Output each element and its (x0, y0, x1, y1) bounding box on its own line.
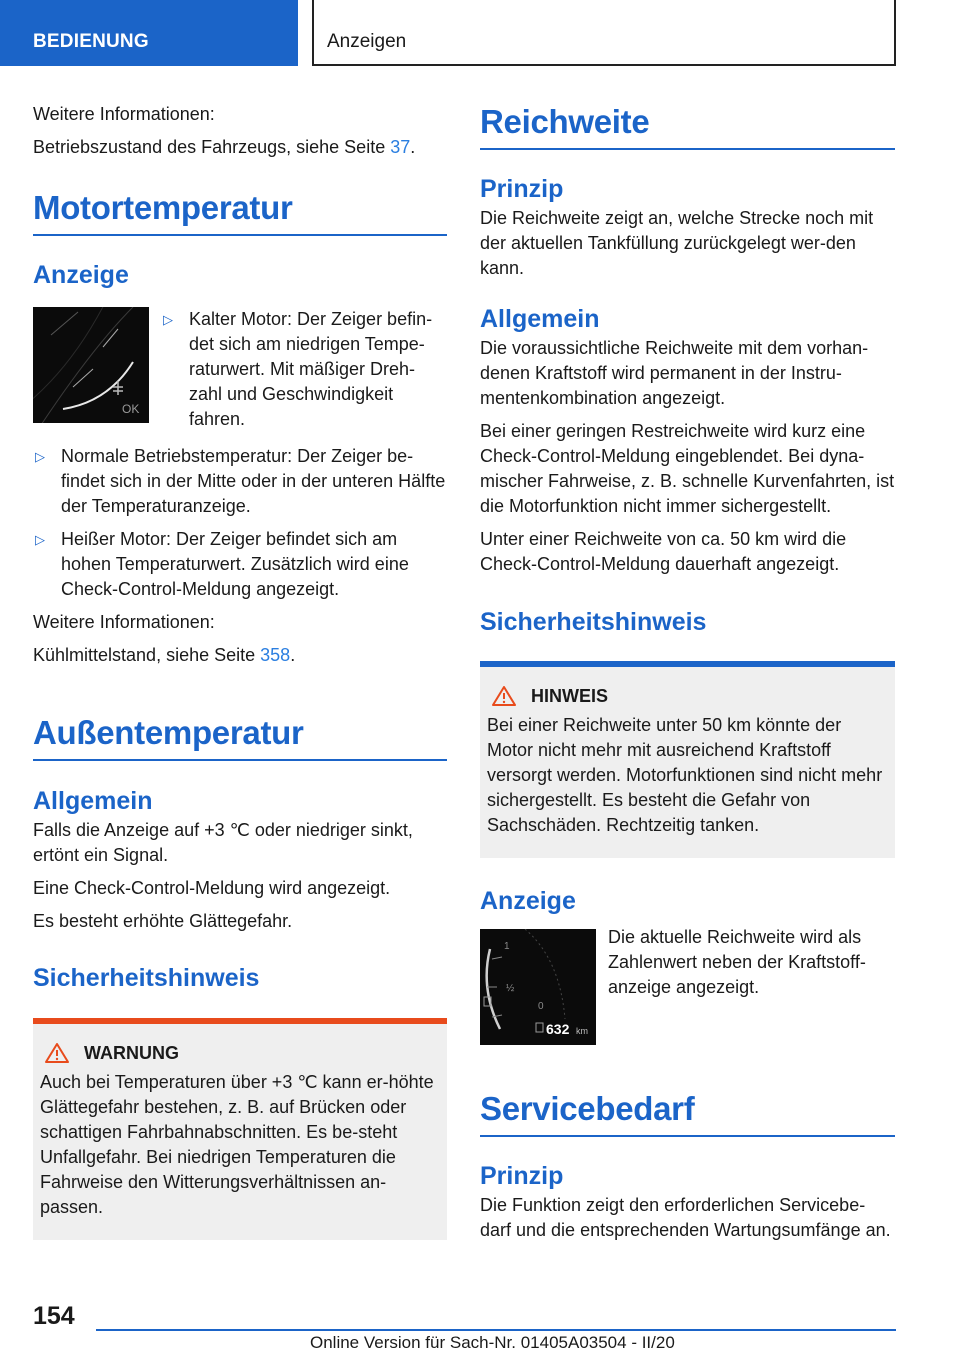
triangle-bullet-icon: ▷ (163, 312, 173, 327)
bullet-normal (33, 444, 447, 519)
subheading-sicherheitshinweis-left: Sicherheitshinweis (33, 964, 260, 992)
reichweite-prinzip-text: Die Reichweite zeigt an, welche Strecke noch mit der aktuellen Tankfüllung zurückgelegt wer-den kann. (480, 208, 874, 278)
warning-triangle-icon (44, 1042, 70, 1064)
gauge-mark-half: ½ (506, 983, 515, 994)
range-display-text: Die aktuelle Reichweite wird als Zahlenwert neben der Kraftstoff-anzeige angezeigt. (608, 927, 866, 997)
section-tab (0, 0, 298, 66)
hint-title: HINWEIS (531, 685, 609, 706)
bullet-normal-text: Normale Betriebstemperatur: Der Zeiger be-findet sich in der Mitte oder in der unteren Hälfte der Temperaturanzeige. (61, 446, 446, 516)
heading-aussentemperatur: Außentemperatur (33, 713, 447, 761)
heading-reichweite: Reichweite (480, 102, 895, 150)
bullet-cold (161, 307, 447, 440)
more-info-ref: Kühlmittelstand, siehe Seite 358. (33, 645, 296, 665)
subheading-allgemein-reichweite: Allgemein (480, 305, 600, 333)
reichweite-a2: Bei einer geringen Restreichweite wird kurz eine Check-Control-Meldung eingeblendet. Bei dyna-mischer Fahrweise, z. B. schnelle Kurvenfahrten, ist die Motorfunktion nicht immer sichergestellt. (480, 421, 895, 516)
reichweite-a1: Die voraussichtliche Reichweite mit dem vorhan-denen Kraftstoff wird permanent in der Instru-mentenkombination angezeigt. (480, 338, 869, 408)
intro-page-link[interactable]: 37 (390, 137, 411, 157)
triangle-bullet-icon: ▷ (35, 532, 45, 547)
subheading-sicherheitshinweis-right: Sicherheitshinweis (480, 608, 707, 636)
service-prinzip-text: Die Funktion zeigt den erforderlichen Servicebe-darf und die entsprechenden Wartungsumfänge an. (480, 1195, 891, 1240)
chapter-label: Anzeigen (327, 31, 407, 52)
gauge-mark-full: 1 (504, 941, 510, 952)
intro-ref: Betriebszustand des Fahrzeugs, siehe Seite 37. (33, 137, 416, 157)
coolant-page-link[interactable]: 358 (260, 645, 291, 665)
heading-servicebedarf: Servicebedarf (480, 1089, 895, 1137)
bullet-cold-text: Kalter Motor: Der Zeiger befin-det sich am niedrigen Tempe-raturwert. Mit mäßiger Dreh-zahl und Geschwindigkeit fahren. (189, 309, 433, 429)
gauge-mark-empty: 0 (538, 1001, 544, 1012)
aussen-p2: Eine Check-Control-Meldung wird angezeigt. (33, 878, 391, 898)
hint-box (480, 661, 895, 858)
left-column (33, 102, 447, 1240)
range-unit: km (576, 1026, 588, 1036)
section-label: BEDIENUNG (33, 31, 149, 52)
range-gauge-block (480, 929, 895, 1045)
warning-header (40, 1042, 440, 1064)
gauge-ok-label: OK (122, 402, 140, 416)
subheading-allgemein-aussen: Allgemein (33, 787, 153, 815)
more-info-text: Kühlmittelstand, siehe Seite (33, 645, 256, 665)
more-info-label: Weitere Informationen: (33, 612, 215, 632)
range-display-text-wrap (608, 929, 895, 1045)
aussen-p1: Falls die Anzeige auf +3 ℃ oder niedriger sinkt, ertönt ein Signal. (33, 820, 413, 865)
subheading-prinzip-service: Prinzip (480, 1162, 564, 1190)
subheading-anzeige-reichweite: Anzeige (480, 887, 576, 915)
intro-label: Weitere Informationen: (33, 104, 215, 124)
subheading-prinzip-reichweite: Prinzip (480, 175, 564, 203)
page-number: 154 (33, 1302, 75, 1330)
intro-text: Betriebszustand des Fahrzeugs, siehe Seite (33, 137, 386, 157)
hint-header (487, 685, 888, 707)
bullet-hot (33, 527, 447, 602)
hint-text: Bei einer Reichweite unter 50 km könnte der Motor nicht mehr mit ausreichend Kraftstoff versorgt werden. Motorfunktionen sind nicht mehr sichergestellt. Es besteht die Gefahr von Sachschäden. Rechtzeitig tanken. (487, 715, 883, 835)
coolant-gauge-image (33, 307, 149, 423)
triangle-bullet-icon: ▷ (35, 449, 45, 464)
chapter-box (312, 0, 896, 66)
subheading-anzeige-motor: Anzeige (33, 261, 129, 289)
warning-triangle-icon (491, 685, 517, 707)
footer-divider (96, 1329, 896, 1331)
reichweite-a3: Unter einer Reichweite von ca. 50 km wird die Check-Control-Meldung dauerhaft angezeigt. (480, 529, 847, 574)
range-value: 632 (546, 1021, 570, 1037)
footer-text: Online Version für Sach-Nr. 01405A03504 - II/20 (310, 1333, 675, 1352)
warning-text: Auch bei Temperaturen über +3 ℃ kann er-höhte Glättegefahr bestehen, z. B. auf Brücken oder schattigen Fahrbahnabschnitten. Es be-steht Unfallgefahr. Bei niedrigen Temperaturen die Fahrweise den Witterungsverhältnissen an-passen. (40, 1072, 434, 1217)
motor-gauge-block (33, 307, 447, 440)
range-gauge-image (480, 929, 596, 1045)
heading-motortemperatur: Motortemperatur (33, 188, 447, 236)
bullet-hot-text: Heißer Motor: Der Zeiger befindet sich am hohen Temperaturwert. Zusätzlich wird eine Check-Control-Meldung angezeigt. (61, 529, 409, 599)
right-column (480, 102, 895, 1243)
warning-box (33, 1018, 447, 1240)
warning-title: WARNUNG (84, 1042, 179, 1063)
aussen-p3: Es besteht erhöhte Glättegefahr. (33, 911, 293, 931)
